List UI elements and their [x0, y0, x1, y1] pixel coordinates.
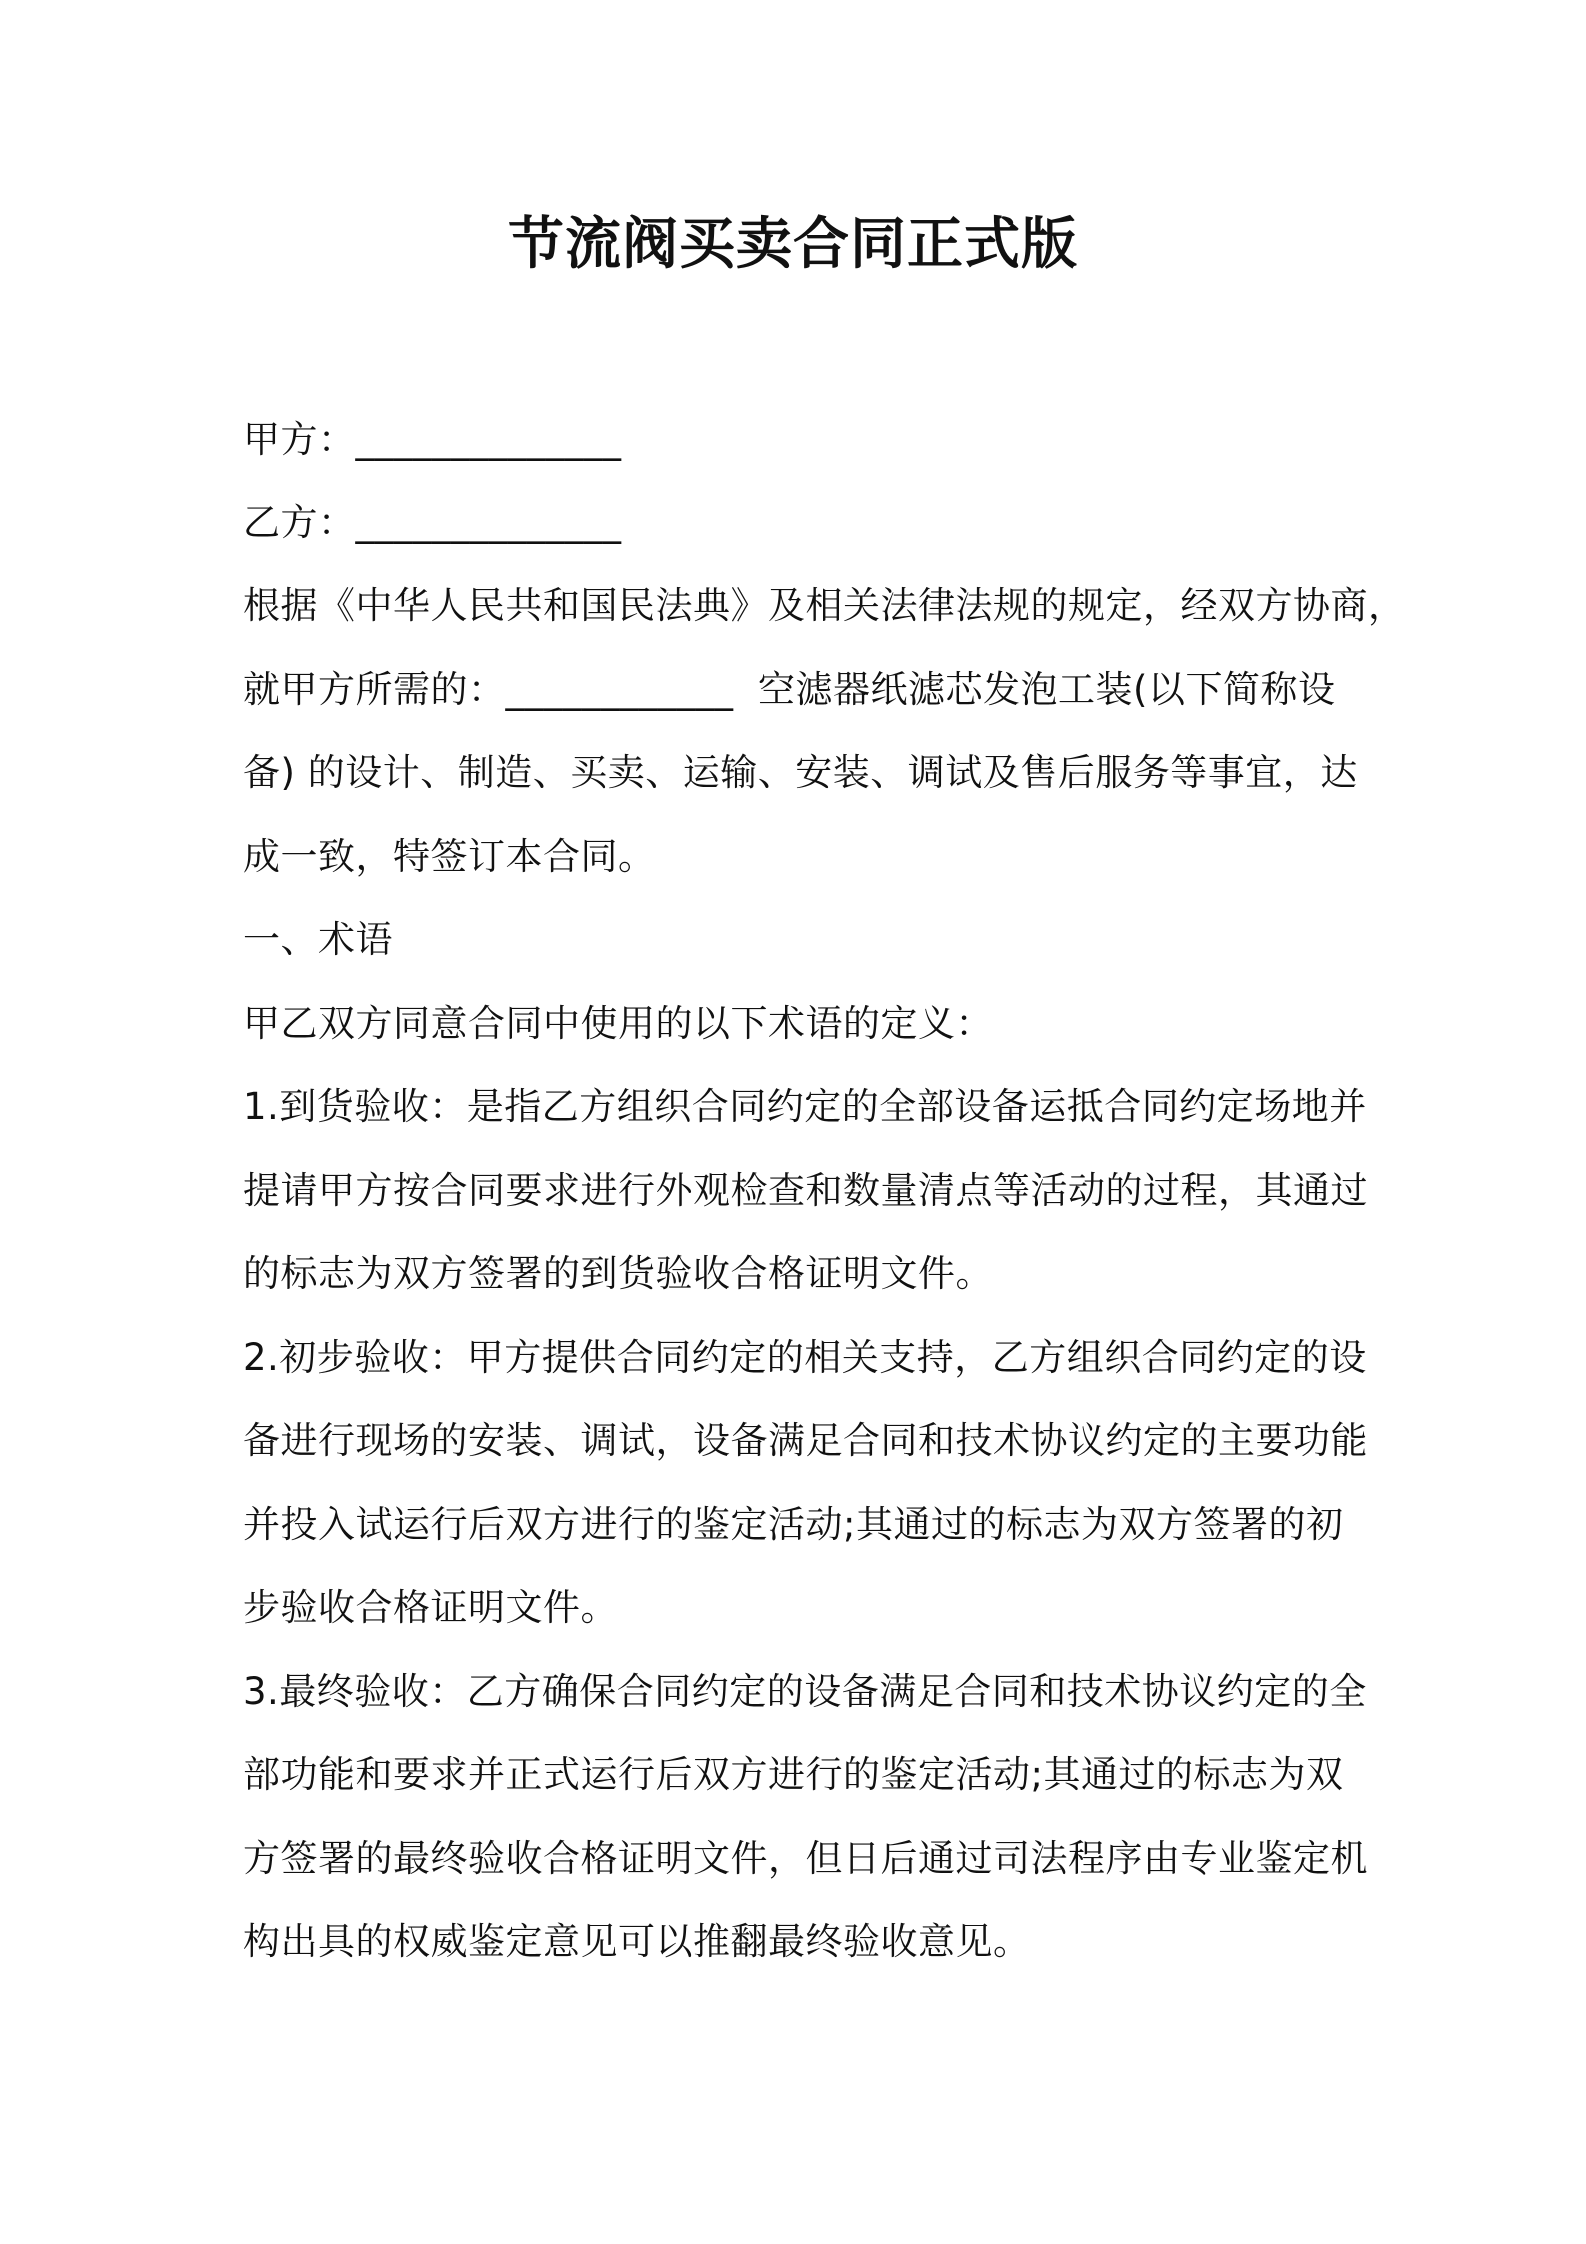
body-line-item3-3: 方签署的最终验收合格证明文件，但日后通过司法程序由专业鉴定机 — [243, 1836, 1368, 1880]
body-line-preamble-1: 根据《中华人民共和国民法典》及相关法律法规的规定，经双方协商， — [243, 584, 1406, 627]
body-line-item2-2: 备进行现场的安装、调试，设备满足合同和技术协议约定的主要功能 — [243, 1419, 1368, 1462]
party-b-line: 乙方：______________ — [243, 501, 622, 544]
document-title: 节流阀买卖合同正式版 — [508, 212, 1078, 277]
party-a-line: 甲方：______________ — [243, 418, 622, 461]
body-line-item3-2: 部功能和要求并正式运行后双方进行的鉴定活动;其通过的标志为双 — [243, 1753, 1344, 1796]
body-line-preamble-2: 就甲方所需的：____________ 空滤器纸滤芯发泡工装(以下简称设 — [243, 667, 1336, 711]
body-line-item1-3: 的标志为双方签署的到货验收合格证明文件。 — [243, 1252, 993, 1295]
section-heading-terms: 一、术语 — [243, 918, 393, 961]
body-line-item2-1: 2.初步验收：甲方提供合同约定的相关支持，乙方组织合同约定的设 — [243, 1335, 1367, 1379]
body-line-item3-4: 构出具的权威鉴定意见可以推翻最终验收意见。 — [243, 1920, 1031, 1963]
body-line-item2-3: 并投入试运行后双方进行的鉴定活动;其通过的标志为双方签署的初 — [243, 1502, 1344, 1546]
body-line-item1-1: 1.到货验收：是指乙方组织合同约定的全部设备运抵合同约定场地并 — [243, 1085, 1367, 1128]
contract-body — [243, 564, 1406, 1984]
body-line-item3-1: 3.最终验收：乙方确保合同约定的设备满足合同和技术协议约定的全 — [243, 1669, 1367, 1713]
body-line-preamble-4: 成一致，特签订本合同。 — [243, 834, 656, 878]
body-line-terms-intro: 甲乙双方同意合同中使用的以下术语的定义： — [243, 1001, 993, 1045]
body-line-preamble-3: 备) 的设计、制造、买卖、运输、安装、调试及售后服务等事宜，达 — [243, 751, 1358, 794]
body-line-item2-4: 步验收合格证明文件。 — [243, 1586, 618, 1629]
body-line-item1-2: 提请甲方按合同要求进行外观检查和数量清点等活动的过程，其通过 — [243, 1168, 1368, 1212]
